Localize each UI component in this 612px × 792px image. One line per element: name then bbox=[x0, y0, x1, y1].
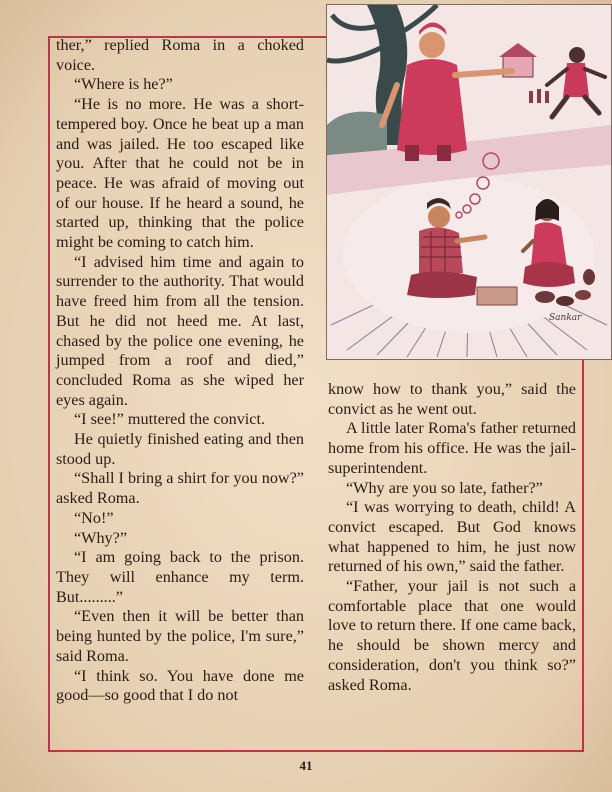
story-illustration bbox=[326, 4, 612, 360]
paragraph: know how to thank you,” said the convict as he went out. bbox=[328, 380, 576, 418]
frame-line-right bbox=[582, 360, 584, 752]
paragraph: A little later Roma's father returned home from his office. He was the jail-superintendent. bbox=[328, 419, 576, 477]
text-column-left bbox=[56, 36, 304, 706]
paragraph: “Father, your jail is not such a comfortable place that one would love to return there. If one came back, he should be shown mercy and consideration, don't you think so?” asked Roma. bbox=[328, 577, 576, 694]
paragraph: “No!” bbox=[74, 508, 114, 527]
frame-line-left bbox=[48, 36, 50, 751]
paragraph: “Even then it will be better than being hunted by the police, I'm sure,” said Roma. bbox=[56, 607, 304, 665]
text-column-right bbox=[328, 380, 576, 695]
paragraph: “I think so. You have done me good—so good that I do not bbox=[56, 666, 304, 705]
page-number: 41 bbox=[299, 758, 313, 773]
artist-signature: Sankar bbox=[549, 313, 582, 323]
paragraph: “I am going back to the prison. They will enhance my term. But.........” bbox=[56, 548, 304, 606]
paragraph: “Shall I bring a shirt for you now?” asked Roma. bbox=[56, 469, 304, 508]
paragraph: He quietly finished eating and then stood up. bbox=[56, 430, 304, 468]
paragraph: ther,” replied Roma in a choked voice. bbox=[56, 36, 304, 74]
paragraph: “I was worrying to death, child! A convict escaped. But God knows what happened to him, he just now returned of his own,” said the father. bbox=[328, 498, 576, 576]
paragraph: “I advised him time and again to surrender to the authority. That would have freed him from all the tension. But he did not heed me. At last, chased by the police one evening, he jumped from a roof and died,” concluded Roma as she wiped her eyes again. bbox=[56, 252, 304, 409]
paragraph: “Where is he?” bbox=[74, 75, 173, 94]
paragraph: “He is no more. He was a short-tempered boy. Once he beat up a man and was jailed. He too escaped like you. After that he could not be in peace. He was afraid of moving out of our house. If he heard a sound, he started up, thinking that the police might be coming to catch him. bbox=[56, 95, 304, 252]
frame-line-bottom bbox=[48, 750, 584, 752]
paragraph: “Why?” bbox=[74, 528, 128, 547]
paragraph: “Why are you so late, father?” bbox=[346, 478, 543, 497]
paragraph: “I see!” muttered the convict. bbox=[74, 410, 266, 429]
